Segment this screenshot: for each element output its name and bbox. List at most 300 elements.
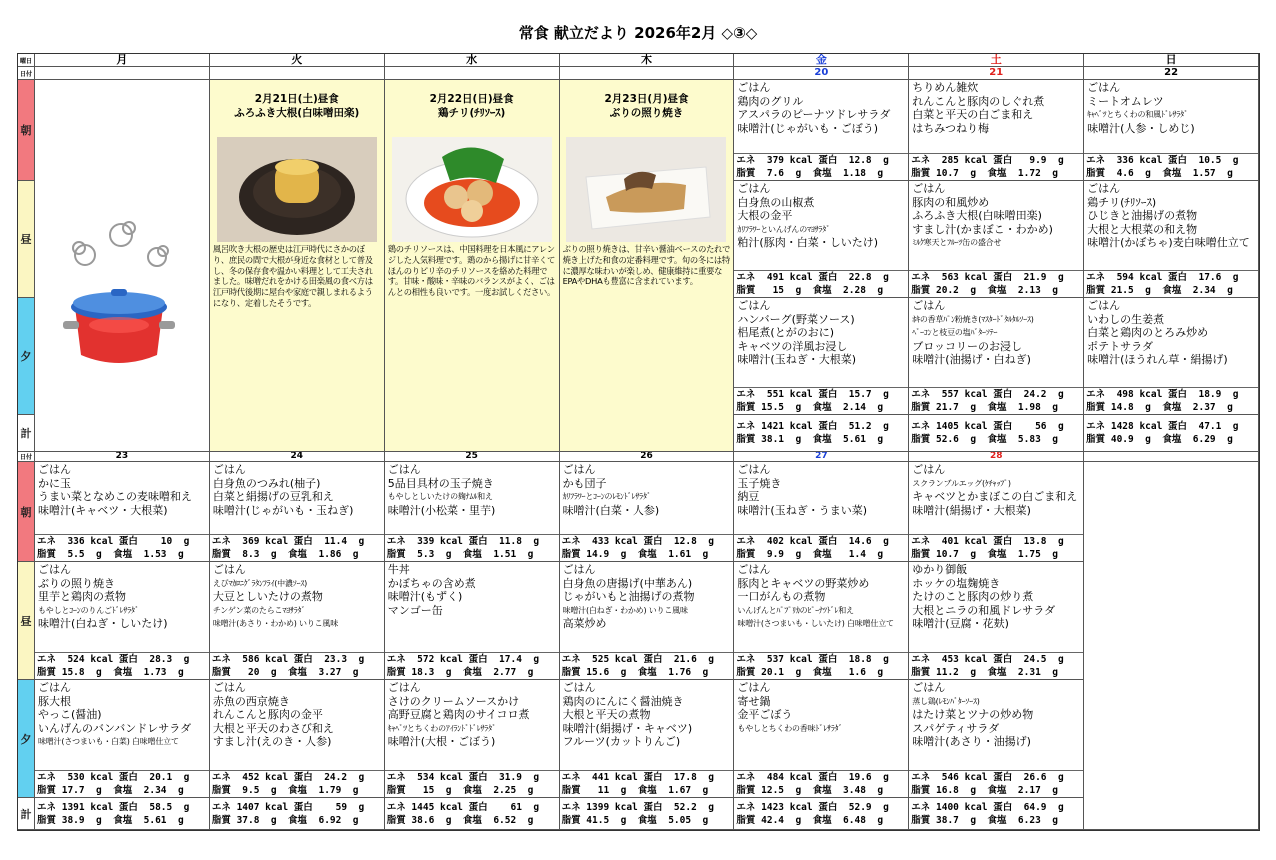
meal-items [734,562,908,631]
menu-item: 梠尾煮(とがのおに) [737,326,835,339]
menu-item: 大根と平天のわさび和え [212,721,334,735]
dinner-cell [560,680,735,798]
menu-item: 白身魚の唐揚げ(中華あん) [562,576,693,590]
breakfast-cell [385,462,560,562]
daily-total [1084,415,1259,452]
menu-item: 味噌汁(あさり・わかめ) いりこ風味 [212,619,339,628]
date-cell [385,452,560,462]
meal-items [734,80,908,135]
meal-items [734,298,908,367]
date-empty [385,67,560,80]
lunch-cell [734,562,909,680]
breakfast-cell [909,462,1084,562]
meal-items [35,680,209,749]
date-cell [35,452,210,462]
menu-item: ごはん [38,681,71,694]
menu-item: ごはん [387,463,421,476]
menu-item: ｷｬﾍﾞﾂとちくわのｱｲﾗﾝﾄﾞﾄﾞﾚｻﾗﾀﾞ [387,723,496,733]
lunch-cell [35,562,210,680]
date-text: 27 [815,452,828,461]
menu-item: 寄せ鍋 [737,694,771,708]
menu-item: ｶﾘﾌﾗﾜｰとｺｰﾝのﾚﾓﾝﾄﾞﾚｻﾗﾀﾞ [562,492,651,501]
nutrition-info: エネ 557 kcal 蛋白 24.2 g 脂質 21.7 g 食塩 1.98 g [909,387,1083,414]
menu-item: 里芋と鶏肉の煮物 [38,590,126,603]
menu-item: ｷｬﾍﾞﾂとちくわの和風ﾄﾞﾚｻﾗﾀﾞ [1087,110,1188,119]
menu-item: ごはん [562,563,596,576]
cooking-pot-illustration [45,215,185,365]
menu-item: 味噌汁(さつまいも・しいたけ) 白味噌仕立て [737,619,894,628]
menu-item: ﾐﾙｸ寒天とﾌﾙｰﾂ缶の盛合せ [912,238,1002,247]
date-label [18,452,35,462]
meal-items [734,462,908,517]
date-cell [210,452,385,462]
menu-item: 味噌汁(豆腐・花麸) [912,617,1009,630]
lunch-cell [734,181,909,298]
menu-item: 大豆としいたけの煮物 [212,590,323,603]
nutrition-info: エネ 441 kcal 蛋白 17.8 g 脂質 11 g 食塩 1.67 g [560,770,734,797]
menu-item: アスパラのピーナツドレサラダ [737,108,891,121]
menu-item: 味噌汁(小松菜・里芋) [387,503,496,517]
menu-item: 蒸し鶏(ﾚﾓﾝﾊﾞﾀｰｿｰｽ) [912,696,980,706]
menu-item: 大根と大根菜の和え物 [1087,222,1198,236]
breakfast-cell [909,80,1084,181]
weekday-5 [734,54,909,67]
menu-item: ごはん [912,681,946,694]
meal-items [560,562,734,631]
date-empty [560,67,735,80]
menu-item: ちりめん雑炊 [912,81,979,94]
dinner-cell [734,298,909,415]
meal-items [909,80,1083,135]
nutrition-info: エネ 453 kcal 蛋白 24.5 g 脂質 11.2 g 食塩 2.31 g [909,652,1083,679]
label-text: 朝 [20,505,32,519]
menu-item: 白身魚の山椒煮 [737,195,815,209]
menu-item: 大根の金平 [737,209,793,222]
date-text: 21 [989,67,1004,78]
menu-item: 高野豆腐と鶏肉のサイコロ煮 [387,708,530,721]
row-label-breakfast [18,80,35,181]
feature-date: 2月22日(日)昼食 [429,93,514,105]
menu-item: いんげんとﾊﾟﾌﾟﾘｶのﾋﾟｰﾅﾂﾄﾞﾚ和え [737,605,854,615]
menu-item: スクランブルエッグ(ｹﾁｬｯﾌﾟ) [912,478,1011,488]
menu-item: 味噌汁(絹揚げ・キャベツ) [562,721,693,735]
nutrition-info: エネ 534 kcal 蛋白 31.9 g 脂質 15 g 食塩 2.25 g [385,770,559,797]
daily-total [35,798,210,830]
date-text: 28 [989,452,1003,461]
total-nutrition: エネ 1399 kcal 蛋白 52.2 g 脂質 41.5 g 食塩 5.05 g [561,801,714,826]
nutrition-info: エネ 452 kcal 蛋白 24.2 g 脂質 9.5 g 食塩 1.79 g [210,770,384,797]
meal-items [909,562,1083,631]
menu-item: はたけ菜とツナの炒め物 [912,708,1034,721]
menu-item: ゆかり御飯 [912,563,968,576]
feature-photo [217,137,377,242]
feature-description: 鶏のチリソースは、中国料理を日本風にアレンジした人気料理です。鶏のから揚げに甘辛くてほんのりピリ辛のチリソースを絡めた料理です。甘味・酸味・辛味のバランスがよく、ごはんとの相性も良いです。一度お試しください。 [387,244,555,298]
weekday-text: 日 [1165,54,1177,66]
weekday-2 [210,54,385,67]
menu-item: ミートオムレツ [1087,94,1164,108]
menu-item: ごはん [737,463,771,476]
date-empty [35,67,210,80]
menu-item: かも団子 [562,476,607,490]
label-text: 夕 [20,350,32,363]
menu-item: 味噌汁(さつまいも・白菜) 白味噌仕立て [38,737,179,746]
menu-item: 豚大根 [38,694,71,708]
menu-item: フルーツ(カットりんご) [562,735,681,748]
menu-item: 赤魚の西京焼き [212,694,290,708]
lunch-cell [560,562,735,680]
dinner-cell [35,680,210,798]
menu-item: 粕汁(豚肉・白菜・しいたけ) [737,236,879,249]
feature-date: 2月21日(土)昼食 [254,93,339,105]
menu-item: ごはん [737,299,771,312]
menu-item: ぶりの照り焼き [38,576,115,590]
menu-item: 大根とニラの和風ドレサラダ [912,603,1056,617]
nutrition-info: エネ 433 kcal 蛋白 12.8 g 脂質 14.9 g 食塩 1.61 g [560,534,734,561]
menu-item: やっこ(醤油) [38,708,102,721]
menu-item: 玉子焼き [737,476,782,490]
total-nutrition: エネ 1407 kcal 蛋白 59 g 脂質 37.8 g 食塩 6.92 g [211,801,365,826]
menu-item: すまし汁(えのき・人参) [212,735,332,748]
nutrition-info: エネ 379 kcal 蛋白 12.8 g 脂質 7.6 g 食塩 1.18 g [734,153,908,180]
row-label-dinner [18,680,35,798]
row-label-total [18,798,35,830]
feature-photo [392,137,552,242]
date-cell [734,67,909,80]
lunch-cell [909,562,1084,680]
nutrition-info: エネ 369 kcal 蛋白 11.4 g 脂質 8.3 g 食塩 1.86 g [210,534,384,561]
lunch-cell [385,562,560,680]
date-text: 22 [1164,67,1179,78]
meal-items [909,298,1083,367]
menu-item: 鶏肉のにんにく醤油焼き [562,694,684,708]
menu-item: 味噌汁(じゃがいも・玉ねぎ) [212,503,354,517]
menu-item: 白菜と絹揚げの豆乳和え [212,490,334,503]
breakfast-cell [35,462,210,562]
date-cell [909,67,1084,80]
lunch-cell [1084,181,1259,298]
date-cell [909,452,1084,462]
feature-description: 風呂吹き大根の歴史は江戸時代にさかのぼり、庶民の間で大根が身近な食材として普及し、冬の保存食や温かい料理として工夫されました。味噌だれをかける田楽風の食べ方は江戸時代後期に屋台や家庭で親しまれるようになり、定着したそうです。 [212,244,373,308]
menu-item: 味噌汁(油揚げ・白ねぎ) [912,353,1031,366]
meal-items [734,181,908,250]
menu-table [17,53,1260,831]
menu-item: ごはん [737,182,771,195]
daily-total [560,798,735,830]
menu-item: 白身魚のつみれ(柚子) [212,476,321,490]
weekday-3 [385,54,560,67]
menu-item: ひじきと油揚げの煮物 [1087,209,1198,222]
date-cell [1084,67,1259,80]
meal-items [385,680,559,749]
breakfast-cell [734,80,909,181]
meal-items [909,462,1083,517]
menu-item: 味噌汁(玉ねぎ・大根菜) [737,353,857,366]
date-empty [1084,452,1259,462]
total-nutrition: エネ 1400 kcal 蛋白 64.9 g 脂質 38.7 g 食塩 6.23 g [911,801,1064,826]
menu-item: ホッケの塩麹焼き [912,576,1001,590]
row-label-dinner [18,298,35,415]
menu-item: うまい菜となめこの麦味噌和え [38,490,192,503]
nutrition-info: エネ 525 kcal 蛋白 21.6 g 脂質 15.6 g 食塩 1.76 g [560,652,734,679]
breakfast-cell [560,462,735,562]
date-label-text: 日付 [19,70,32,78]
label-text: 朝 [20,124,32,137]
dinner-cell [734,680,909,798]
weekday-text: 月 [116,54,128,66]
meal-items [560,680,734,749]
menu-item: じゃがいもと油揚げの煮物 [562,590,695,603]
menu-item: スパゲティサラダ [912,721,1000,735]
label-text: 夕 [20,732,32,746]
feature-dish: 鶏チリ(ﾁﾘｿｰｽ) [437,107,506,119]
row-label-lunch [18,181,35,298]
weekday-label-text: 曜日 [19,57,32,65]
total-nutrition: エネ 1391 kcal 蛋白 58.5 g 脂質 38.9 g 食塩 5.61 g [37,801,190,826]
feature-dish: ふろふき大根(白味噌田楽) [234,107,360,119]
menu-item: もやしとしいたけの麹ﾅﾑﾙ和え [387,492,493,501]
total-nutrition: エネ 1428 kcal 蛋白 47.1 g 脂質 40.9 g 食塩 6.29 g [1086,421,1239,445]
breakfast-cell [1084,80,1259,181]
feature-photo [566,137,726,242]
menu-item: マンゴー缶 [387,603,443,617]
meal-items [909,181,1083,250]
menu-item: 味噌汁(絹揚げ・大根菜) [912,503,1031,517]
nutrition-info: エネ 402 kcal 蛋白 14.6 g 脂質 9.9 g 食塩 1.4 g [734,534,908,561]
menu-item: ポテトサラダ [1087,339,1154,353]
meal-items [35,562,209,631]
menu-item: 豚肉の和風炒め [912,195,990,209]
date-cell [560,452,735,462]
feature-description: ぶりの照り焼きは、甘辛い醤油ベースのたれで焼き上げた和食の定番料理です。旬の冬には特に濃厚な味わいが楽しめ、健康維持に重要なEPAやDHAも豊富に含まれています。 [562,244,731,287]
menu-item: ごはん [212,563,246,576]
feature-dish: ぶりの照り焼き [609,107,684,119]
menu-item: ごはん [212,463,246,476]
daily-total [909,415,1084,452]
feature-menu [210,80,385,452]
weekday-text: 水 [466,54,478,66]
meal-items [210,562,384,631]
weekday-text: 火 [291,54,303,66]
daily-total [909,798,1084,830]
menu-item: もやしとちくわの香味ﾄﾞﾚｻﾗﾀﾞ [737,723,843,733]
weekday-4 [560,54,735,67]
menu-item: かぼちゃの含め煮 [387,576,476,590]
total-nutrition: エネ 1445 kcal 蛋白 61 g 脂質 38.6 g 食塩 6.52 g [386,801,540,826]
daily-total [385,798,560,830]
total-nutrition: エネ 1421 kcal 蛋白 51.2 g 脂質 38.1 g 食塩 5.61 g [736,421,889,445]
nutrition-info: エネ 594 kcal 蛋白 17.6 g 脂質 21.5 g 食塩 2.34 g [1084,270,1258,297]
menu-item: たけのこと豚肉の炒り煮 [912,590,1034,603]
menu-item: 味噌汁(もずく) [387,590,463,603]
menu-item: いんげんのバンバンドレサラダ [38,721,192,735]
menu-item: 鶏チリ(ﾁﾘｿｰｽ) [1087,195,1157,209]
menu-item: 味噌汁(大根・ごぼう) [387,735,496,748]
nutrition-info: エネ 551 kcal 蛋白 15.7 g 脂質 15.5 g 食塩 2.14 g [734,387,908,414]
menu-item: 豚肉とキャベツの野菜炒め [737,576,870,590]
daily-total [734,415,909,452]
weekday-1 [35,54,210,67]
menu-item: ごはん [912,182,946,195]
dinner-cell [909,298,1084,415]
menu-item: 白菜と鶏肉のとろみ炒め [1087,326,1209,339]
menu-item: ごはん [1087,81,1121,94]
menu-item: いわしの生姜煮 [1087,312,1165,326]
menu-item: れんこんと豚肉のしぐれ煮 [912,94,1045,108]
menu-item: 味噌汁(白菜・人参) [562,503,660,517]
total-nutrition: エネ 1423 kcal 蛋白 52.9 g 脂質 42.4 g 食塩 6.48 g [736,801,889,826]
nutrition-info: エネ 546 kcal 蛋白 26.6 g 脂質 16.8 g 食塩 2.17 g [909,770,1083,797]
meal-items [1084,181,1258,250]
dinner-cell [1084,298,1259,415]
meal-items [734,680,908,735]
lunch-cell [210,562,385,680]
weekday-text: 土 [990,54,1002,66]
meal-items [385,462,559,517]
menu-item: 味噌汁(ほうれん草・絹揚げ) [1087,353,1228,366]
meal-items [1084,298,1258,367]
menu-item: ごはん [912,299,946,312]
menu-item: 金平ごぼう [737,708,793,721]
menu-item: ごはん [1087,299,1121,312]
nutrition-info: エネ 339 kcal 蛋白 11.8 g 脂質 5.3 g 食塩 1.51 g [385,534,559,561]
meal-items [909,680,1083,749]
total-nutrition: エネ 1405 kcal 蛋白 56 g 脂質 52.6 g 食塩 5.83 g [911,421,1064,445]
menu-item: 味噌汁(キャベツ・大根菜) [38,503,168,517]
weekday-text: 金 [815,54,827,66]
date-label [18,67,35,80]
menu-item: ごはん [212,681,246,694]
menu-item: ごはん [912,463,946,476]
nutrition-info: エネ 524 kcal 蛋白 28.3 g 脂質 15.8 g 食塩 1.73 g [35,652,209,679]
meal-items [385,562,559,617]
meal-items [210,680,384,749]
date-text: 26 [640,452,653,461]
nutrition-info: エネ 401 kcal 蛋白 13.8 g 脂質 10.7 g 食塩 1.75 g [909,534,1083,561]
menu-item: はちみつねり梅 [912,121,990,135]
menu-item: れんこんと豚肉の金平 [212,708,323,721]
menu-item: 白菜と平天の白ごま和え [912,108,1034,121]
row-label-lunch [18,562,35,680]
menu-item: もやしとｺｰﾝのりんごﾄﾞﾚｻﾗﾀﾞ [38,605,139,615]
menu-item: 味噌汁(白ねぎ・わかめ) いりこ風味 [562,605,688,615]
meal-items [35,462,209,517]
lunch-cell [909,181,1084,298]
nutrition-info: エネ 491 kcal 蛋白 22.8 g 脂質 15 g 食塩 2.28 g [734,270,908,297]
nutrition-info: エネ 563 kcal 蛋白 21.9 g 脂質 20.2 g 食塩 2.13 g [909,270,1083,297]
nutrition-info: エネ 285 kcal 蛋白 9.9 g 脂質 10.7 g 食塩 1.72 g [909,153,1083,180]
weekday-label [18,54,35,67]
menu-item: 味噌汁(あさり・油揚げ) [912,735,1031,748]
date-text: 25 [465,452,478,461]
nutrition-info: エネ 530 kcal 蛋白 20.1 g 脂質 17.7 g 食塩 2.34 g [35,770,209,797]
menu-item: ﾍﾞｰｺﾝと枝豆の塩ﾊﾞﾀｰｿﾃｰ [912,328,998,337]
menu-item: 味噌汁(白ねぎ・しいたけ) [38,617,168,630]
menu-item: ごはん [737,681,771,694]
nutrition-info: エネ 537 kcal 蛋白 18.8 g 脂質 20.1 g 食塩 1.6 g [734,652,908,679]
feature-menu [560,80,735,452]
weekday-7 [1084,54,1259,67]
menu-item: 大根と平天の煮物 [562,708,651,721]
menu-item: さけのクリームソースかけ [387,694,520,708]
menu-item: かに玉 [38,476,71,490]
date-cell [734,452,909,462]
meal-items [210,462,384,517]
nutrition-info: エネ 572 kcal 蛋白 17.4 g 脂質 18.3 g 食塩 2.77 g [385,652,559,679]
feature-date: 2月23日(月)昼食 [604,93,689,105]
label-text: 昼 [20,233,32,246]
dinner-cell [909,680,1084,798]
weekday-text: 木 [640,54,652,66]
menu-item: キャベツの洋風お浸し [737,339,848,353]
row-label-total [18,415,35,452]
menu-item: 5品目具材の玉子焼き [387,476,494,490]
meal-items [1084,80,1258,135]
menu-item: 牛丼 [387,563,410,576]
dinner-cell [385,680,560,798]
menu-item: ﾎｷの香草ﾊﾟﾝ粉焼き(ﾏｽﾀｰﾄﾞﾀﾙﾀﾙｿｰｽ) [912,314,1034,324]
nutrition-info: エネ 586 kcal 蛋白 23.3 g 脂質 20 g 食塩 3.27 g [210,652,384,679]
menu-item: 味噌汁(じゃがいも・ごぼう) [737,121,879,135]
menu-item: チンゲン菜のたらこﾏﾖｻﾗﾀﾞ [212,605,306,615]
menu-item: 鶏肉のグリル [737,94,804,108]
menu-item: ｶﾘﾌﾗﾜｰといんげんのﾏﾖｻﾗﾀﾞ [737,224,831,234]
nutrition-info: エネ 484 kcal 蛋白 19.6 g 脂質 12.5 g 食塩 3.48 g [734,770,908,797]
date-text: 23 [115,452,129,461]
menu-item: ごはん [737,81,771,94]
nutrition-info: エネ 498 kcal 蛋白 18.9 g 脂質 14.8 g 食塩 2.37 g [1084,387,1258,414]
page-title: 常食 献立だより 2026年2月 ◇③◇ [518,24,758,42]
menu-item: ごはん [387,681,421,694]
row-label-breakfast [18,462,35,562]
empty-cell [1084,462,1259,830]
daily-total [734,798,909,830]
meal-items [560,462,734,517]
label-text: 計 [20,427,32,440]
menu-item: 一口がんもの煮物 [737,590,826,603]
weekday-6 [909,54,1084,67]
menu-item: えびﾏｶﾛﾆｸﾞﾗﾀﾝﾌﾗｲ(中濃ｿｰｽ) [212,578,308,588]
menu-item: 納豆 [737,490,760,503]
menu-item: キャベツとかまぼこの白ごま和え [912,490,1078,503]
menu-item: ごはん [1087,182,1121,195]
nutrition-info: エネ 336 kcal 蛋白 10 g 脂質 5.5 g 食塩 1.53 g [35,534,209,561]
menu-item: ふろふき大根(白味噌田楽) [912,209,1042,222]
menu-item: ブロッコリーのお浸し [912,339,1023,353]
daily-total [210,798,385,830]
dinner-cell [210,680,385,798]
date-text: 20 [814,67,829,78]
menu-item: ごはん [562,463,596,476]
menu-item: 味噌汁(かぼちゃ)麦白味噌仕立て [1087,236,1250,249]
menu-item: 味噌汁(玉ねぎ・うまい菜) [737,503,868,517]
feature-menu [385,80,560,452]
date-empty [210,67,385,80]
menu-item: 味噌汁(人参・しめじ) [1087,121,1195,135]
menu-item: すまし汁(かまぼこ・わかめ) [912,222,1053,236]
breakfast-cell [734,462,909,562]
label-text: 昼 [20,614,32,628]
breakfast-cell [210,462,385,562]
menu-item: ごはん [737,563,771,576]
menu-item: 高菜炒め [562,617,607,630]
menu-item: ごはん [38,463,71,476]
label-text: 計 [20,807,32,821]
date-text: 24 [290,452,304,461]
menu-item: ごはん [38,563,71,576]
nutrition-info: エネ 336 kcal 蛋白 10.5 g 脂質 4.6 g 食塩 1.57 g [1084,153,1258,180]
menu-item: ごはん [562,681,596,694]
menu-item: ハンバーグ(野菜ソース) [737,312,855,326]
